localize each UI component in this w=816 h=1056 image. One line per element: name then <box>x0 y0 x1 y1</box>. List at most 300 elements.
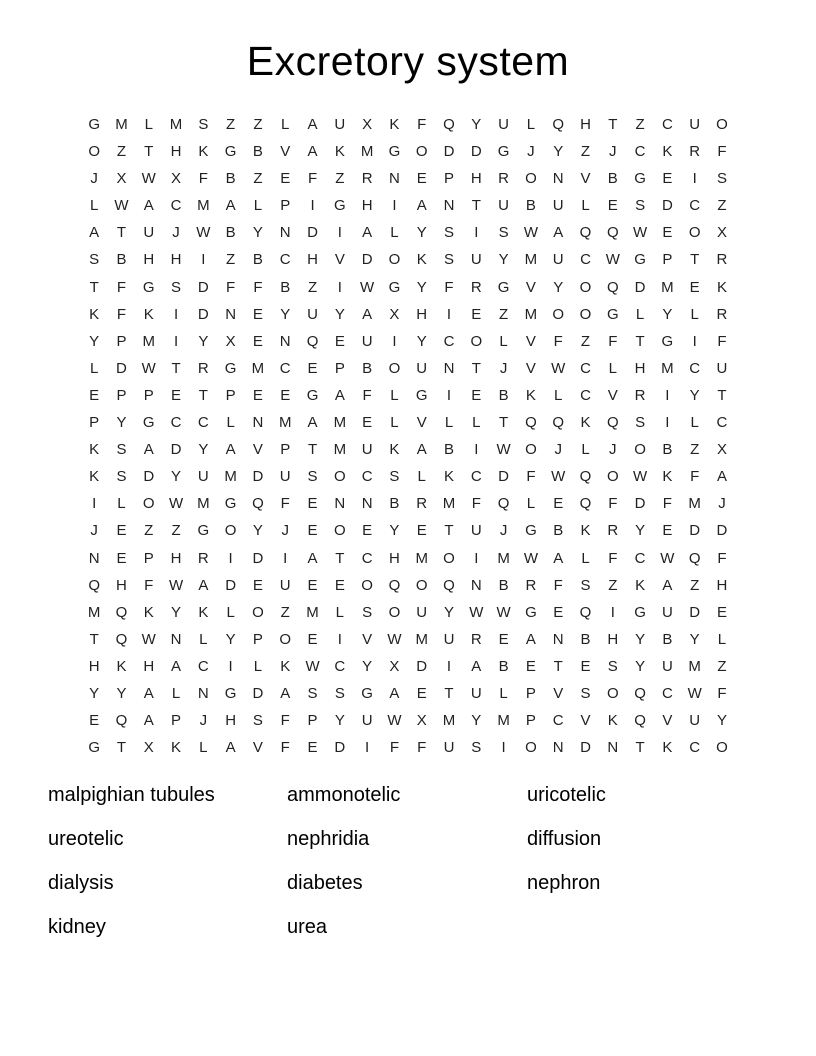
grid-row <box>81 517 736 544</box>
word-list-item: dialysis <box>48 872 114 895</box>
grid-letter: I <box>173 332 179 350</box>
grid-letter: L <box>226 414 235 432</box>
grid-letter: E <box>252 305 263 323</box>
grid-letter: M <box>497 712 510 730</box>
grid-letter: N <box>443 197 455 215</box>
grid-letter: C <box>689 359 701 377</box>
grid-letter: U <box>552 197 564 215</box>
grid-letter: U <box>716 359 728 377</box>
grid-letter: P <box>143 549 154 567</box>
grid-letter: Y <box>553 143 564 161</box>
grid-letter: Q <box>579 603 592 621</box>
grid-letter: K <box>416 251 427 269</box>
grid-letter: F <box>662 495 672 513</box>
grid-letter: A <box>553 549 564 567</box>
grid-letter: S <box>635 414 646 432</box>
grid-letter: T <box>690 251 700 269</box>
grid-letter: W <box>469 603 484 621</box>
grid-letter: B <box>280 278 291 296</box>
grid-letter: F <box>226 278 236 296</box>
grid-letter: W <box>360 278 375 296</box>
grid-letter: B <box>525 197 536 215</box>
grid-letter: R <box>470 630 482 648</box>
grid-letter: C <box>197 414 209 432</box>
grid-letter: S <box>198 116 209 133</box>
grid-letter: D <box>689 603 701 621</box>
grid-letter: I <box>474 549 479 567</box>
grid-letter: K <box>389 441 400 459</box>
grid-letter: V <box>580 712 591 730</box>
grid-letter: I <box>283 549 288 567</box>
grid-letter: W <box>387 630 402 648</box>
grid-letter: O <box>415 576 428 594</box>
grid-letter: Z <box>608 576 618 594</box>
grid-letter: V <box>607 386 618 404</box>
grid-letter: W <box>633 468 648 486</box>
grid-letter: D <box>470 143 482 161</box>
grid-letter: W <box>141 630 156 648</box>
grid-letter: V <box>525 332 536 350</box>
grid-letter: V <box>553 684 564 702</box>
grid-letter: G <box>388 143 401 161</box>
grid-letter: M <box>415 630 428 648</box>
grid-letter: R <box>634 386 646 404</box>
grid-row <box>81 301 736 328</box>
grid-letter: P <box>525 684 536 702</box>
grid-letter: W <box>387 712 402 730</box>
word-list-item: ureotelic <box>48 828 124 851</box>
grid-letter: O <box>252 603 264 621</box>
grid-letter: L <box>608 359 617 377</box>
grid-letter: W <box>141 170 156 188</box>
grid-letter: Z <box>717 197 727 215</box>
grid-letter: I <box>692 332 697 350</box>
grid-letter: M <box>497 549 510 567</box>
grid-letter: T <box>635 739 645 757</box>
grid-letter: A <box>225 197 236 215</box>
grid-letter: U <box>689 116 701 133</box>
grid-letter: R <box>607 522 619 540</box>
grid-letter: Y <box>252 522 263 540</box>
grid-letter: Q <box>688 549 701 567</box>
grid-letter: O <box>279 630 292 648</box>
grid-letter: U <box>279 468 291 486</box>
grid-letter: F <box>280 712 290 730</box>
grid-letter: W <box>305 657 320 675</box>
grid-letter: W <box>114 197 129 215</box>
grid-letter: F <box>417 739 427 757</box>
grid-letter: A <box>143 441 154 459</box>
grid-letter: I <box>446 386 452 404</box>
grid-letter: B <box>389 495 400 513</box>
grid-letter: Y <box>334 305 345 323</box>
grid-letter: U <box>470 684 482 702</box>
grid-letter: E <box>362 414 373 432</box>
grid-letter: L <box>335 603 344 621</box>
grid-letter: Z <box>226 251 236 269</box>
grid-letter: O <box>333 522 346 540</box>
grid-letter: O <box>388 359 401 377</box>
grid-letter: W <box>660 549 675 567</box>
grid-letter: E <box>116 549 127 567</box>
grid-letter: L <box>253 197 263 215</box>
grid-letter: K <box>444 468 455 486</box>
grid-letter: M <box>661 359 674 377</box>
grid-letter: Q <box>552 414 565 432</box>
grid-letter: Q <box>634 712 646 730</box>
grid-letter: E <box>662 224 673 242</box>
grid-letter: L <box>89 197 99 215</box>
grid-letter: R <box>197 549 209 567</box>
grid-letter: M <box>87 603 101 621</box>
grid-letter: W <box>168 495 184 513</box>
grid-letter: L <box>690 305 699 323</box>
grid-letter: U <box>443 630 455 648</box>
puzzle-title: Excretory system <box>246 38 570 84</box>
grid-letter: R <box>416 495 428 513</box>
grid-letter: E <box>307 630 318 648</box>
grid-letter: C <box>552 712 564 730</box>
grid-letter: F <box>444 278 454 296</box>
grid-letter: M <box>142 332 155 350</box>
grid-letter: Z <box>144 522 154 540</box>
grid-letter: B <box>362 359 373 377</box>
grid-letter: G <box>388 278 401 296</box>
grid-letter: Y <box>471 116 482 133</box>
grid-row <box>81 653 736 680</box>
grid-letter: I <box>474 224 479 242</box>
grid-letter: E <box>553 603 564 621</box>
grid-letter: K <box>607 712 618 730</box>
grid-letter: P <box>662 251 673 269</box>
grid-letter: Q <box>579 468 592 486</box>
grid-letter: A <box>553 224 564 242</box>
grid-letter: Q <box>88 576 100 594</box>
grid-letter: Y <box>662 305 673 323</box>
grid-letter: Z <box>253 116 263 133</box>
grid-letter: B <box>607 170 618 188</box>
grid-letter: Q <box>525 414 537 432</box>
grid-letter: C <box>279 251 291 269</box>
grid-letter: K <box>171 739 182 757</box>
grid-letter: P <box>171 712 182 730</box>
grid-letter: K <box>635 576 646 594</box>
grid-letter: P <box>116 386 127 404</box>
grid-letter: I <box>446 657 452 675</box>
grid-letter: S <box>362 603 373 621</box>
grid-letter: U <box>361 712 373 730</box>
grid-letter: B <box>225 170 236 188</box>
grid-letter: S <box>607 657 618 675</box>
grid-letter: E <box>553 495 564 513</box>
grid-letter: C <box>634 549 646 567</box>
grid-letter: L <box>253 657 263 675</box>
grid-letter: M <box>661 278 674 296</box>
grid-letter: M <box>524 305 538 323</box>
grid-letter: I <box>310 197 315 215</box>
grid-letter: S <box>116 468 127 486</box>
grid-letter: I <box>337 278 342 296</box>
grid-letter: C <box>689 739 701 757</box>
grid-row <box>81 138 736 165</box>
grid-letter: O <box>716 116 728 133</box>
grid-letter: E <box>334 332 345 350</box>
grid-row <box>81 382 736 409</box>
grid-letter: B <box>662 630 673 648</box>
grid-letter: L <box>417 468 426 486</box>
grid-letter: O <box>415 143 428 161</box>
grid-letter: Y <box>416 278 427 296</box>
grid-letter: R <box>689 143 701 161</box>
grid-letter: A <box>198 576 209 594</box>
grid-letter: W <box>551 468 566 486</box>
grid-letter: G <box>88 116 100 133</box>
grid-letter: A <box>362 224 373 242</box>
grid-letter: F <box>280 739 290 757</box>
grid-letter: Z <box>253 170 263 188</box>
grid-letter: Z <box>335 170 345 188</box>
grid-letter: N <box>88 549 100 567</box>
grid-letter: L <box>390 414 399 432</box>
grid-letter: C <box>661 684 673 702</box>
grid-letter: Y <box>553 278 564 296</box>
grid-letter: D <box>116 359 127 377</box>
grid-letter: M <box>169 116 183 133</box>
grid-row <box>81 599 736 626</box>
grid-letter: K <box>389 116 400 133</box>
grid-letter: F <box>553 576 563 594</box>
grid-letter: Q <box>252 495 264 513</box>
grid-letter: U <box>470 251 482 269</box>
grid-letter: P <box>525 712 536 730</box>
grid-letter: I <box>446 305 452 323</box>
word-list-item: uricotelic <box>527 784 606 807</box>
grid-letter: H <box>634 359 646 377</box>
grid-letter: X <box>716 224 727 242</box>
grid-letter: U <box>689 712 701 730</box>
grid-letter: J <box>609 143 617 161</box>
grid-letter: H <box>470 170 482 188</box>
grid-letter: S <box>471 739 482 757</box>
grid-letter: C <box>334 657 346 675</box>
grid-letter: K <box>716 278 727 296</box>
grid-letter: Z <box>580 143 591 161</box>
grid-letter: K <box>334 143 345 161</box>
grid-letter: N <box>197 684 209 702</box>
grid-letter: W <box>687 684 702 702</box>
grid-letter: E <box>607 197 618 215</box>
grid-letter: Q <box>579 224 592 242</box>
grid-row <box>81 328 736 355</box>
grid-letter: E <box>252 386 263 404</box>
grid-letter: O <box>88 143 100 161</box>
grid-letter: M <box>197 197 210 215</box>
grid-letter: J <box>199 712 208 730</box>
grid-letter: X <box>143 739 154 757</box>
grid-letter: U <box>661 603 673 621</box>
grid-letter: P <box>252 630 263 648</box>
grid-letter: Y <box>116 684 127 702</box>
grid-letter: A <box>525 630 536 648</box>
grid-letter: F <box>417 116 427 133</box>
grid-letter: O <box>688 224 701 242</box>
grid-letter: H <box>116 576 127 594</box>
grid-letter: F <box>116 278 127 296</box>
grid-letter: K <box>662 468 673 486</box>
grid-letter: T <box>444 684 454 702</box>
grid-letter: Y <box>416 332 427 350</box>
grid-letter: E <box>416 522 427 540</box>
grid-letter: L <box>717 630 727 648</box>
grid-letter: Y <box>280 305 291 323</box>
grid-letter: R <box>716 251 728 269</box>
grid-letter: L <box>635 305 645 323</box>
grid-letter: E <box>716 603 727 621</box>
grid-letter: R <box>470 278 482 296</box>
grid-letter: O <box>333 468 346 486</box>
grid-letter: H <box>170 549 182 567</box>
grid-letter: V <box>362 630 373 648</box>
grid-letter: Y <box>362 657 373 675</box>
grid-letter: K <box>525 386 536 404</box>
grid-letter: G <box>634 251 646 269</box>
grid-letter: A <box>307 143 318 161</box>
grid-letter: L <box>690 414 699 432</box>
grid-letter: Y <box>89 684 100 702</box>
grid-letter: F <box>116 305 127 323</box>
grid-letter: M <box>415 549 428 567</box>
grid-letter: D <box>225 576 237 594</box>
grid-letter: P <box>116 332 127 350</box>
grid-letter: Y <box>716 712 727 730</box>
grid-letter: X <box>225 332 236 350</box>
grid-letter: K <box>89 441 100 459</box>
grid-row <box>81 436 736 463</box>
grid-letter: T <box>116 739 127 757</box>
grid-letter: Y <box>471 712 482 730</box>
grid-letter: G <box>525 522 537 540</box>
grid-letter: E <box>334 576 345 594</box>
grid-letter: J <box>172 224 180 242</box>
grid-letter: A <box>334 386 345 404</box>
grid-letter: M <box>688 657 701 675</box>
grid-letter: L <box>144 116 153 133</box>
word-list-item: diffusion <box>527 828 602 851</box>
grid-letter: U <box>661 657 673 675</box>
grid-letter: N <box>279 332 291 350</box>
grid-letter: U <box>498 116 510 133</box>
grid-letter: W <box>523 549 538 567</box>
grid-letter: U <box>361 332 373 350</box>
grid-letter: V <box>580 170 591 188</box>
grid-letter: Y <box>389 522 400 540</box>
grid-letter: J <box>718 495 726 513</box>
grid-letter: R <box>525 576 537 594</box>
grid-letter: J <box>281 522 289 540</box>
grid-letter: I <box>228 549 233 567</box>
grid-letter: H <box>361 197 373 215</box>
grid-letter: J <box>90 170 98 188</box>
grid-letter: Z <box>499 305 509 323</box>
grid-letter: R <box>197 359 209 377</box>
grid-letter: U <box>279 576 291 594</box>
grid-letter: A <box>171 657 182 675</box>
grid-letter: T <box>608 116 618 133</box>
grid-letter: I <box>201 251 206 269</box>
grid-letter: G <box>361 684 373 702</box>
grid-letter: T <box>471 359 481 377</box>
grid-letter: K <box>89 305 100 323</box>
grid-letter: N <box>552 630 564 648</box>
grid-letter: S <box>116 441 127 459</box>
grid-letter: P <box>280 441 291 459</box>
grid-letter: L <box>226 603 235 621</box>
grid-row <box>81 463 736 490</box>
grid-letter: E <box>89 386 100 404</box>
grid-letter: T <box>198 386 208 404</box>
grid-letter: D <box>334 739 346 757</box>
grid-row <box>81 111 736 138</box>
grid-letter: E <box>471 305 482 323</box>
grid-letter: N <box>279 224 291 242</box>
grid-letter: A <box>143 712 154 730</box>
grid-letter: I <box>610 603 615 621</box>
grid-letter: Q <box>115 630 128 648</box>
grid-letter: Q <box>579 495 592 513</box>
grid-letter: Q <box>306 332 319 350</box>
grid-letter: S <box>580 576 591 594</box>
grid-letter: U <box>143 224 155 242</box>
grid-letter: I <box>692 170 697 188</box>
grid-letter: V <box>252 739 263 757</box>
grid-letter: I <box>228 657 233 675</box>
grid-letter: D <box>661 197 673 215</box>
grid-letter: H <box>225 712 237 730</box>
grid-letter: F <box>144 576 154 594</box>
grid-letter: A <box>471 657 482 675</box>
grid-letter: E <box>307 739 318 757</box>
grid-letter: S <box>171 278 182 296</box>
grid-letter: Y <box>89 332 100 350</box>
grid-letter: W <box>196 224 211 242</box>
grid-letter: Z <box>226 116 236 133</box>
grid-letter: C <box>470 468 482 486</box>
grid-letter: O <box>606 684 619 702</box>
grid-letter: I <box>92 495 97 513</box>
grid-letter: O <box>579 305 592 323</box>
grid-letter: F <box>717 143 727 161</box>
grid-letter: Y <box>635 630 646 648</box>
grid-letter: L <box>199 739 208 757</box>
grid-letter: V <box>280 143 291 161</box>
grid-letter: B <box>580 630 591 648</box>
grid-letter: O <box>525 441 537 459</box>
grid-letter: W <box>605 251 620 269</box>
grid-letter: D <box>143 468 155 486</box>
grid-letter: T <box>89 278 99 296</box>
grid-letter: C <box>634 143 646 161</box>
grid-letter: Y <box>225 630 236 648</box>
grid-letter: S <box>307 468 318 486</box>
grid-row <box>81 707 736 734</box>
grid-letter: Z <box>717 657 727 675</box>
grid-letter: K <box>280 657 291 675</box>
grid-letter: H <box>716 576 728 594</box>
grid-letter: Z <box>307 278 318 296</box>
grid-letter: F <box>717 549 727 567</box>
grid-letter: U <box>416 359 428 377</box>
grid-letter: U <box>416 603 428 621</box>
